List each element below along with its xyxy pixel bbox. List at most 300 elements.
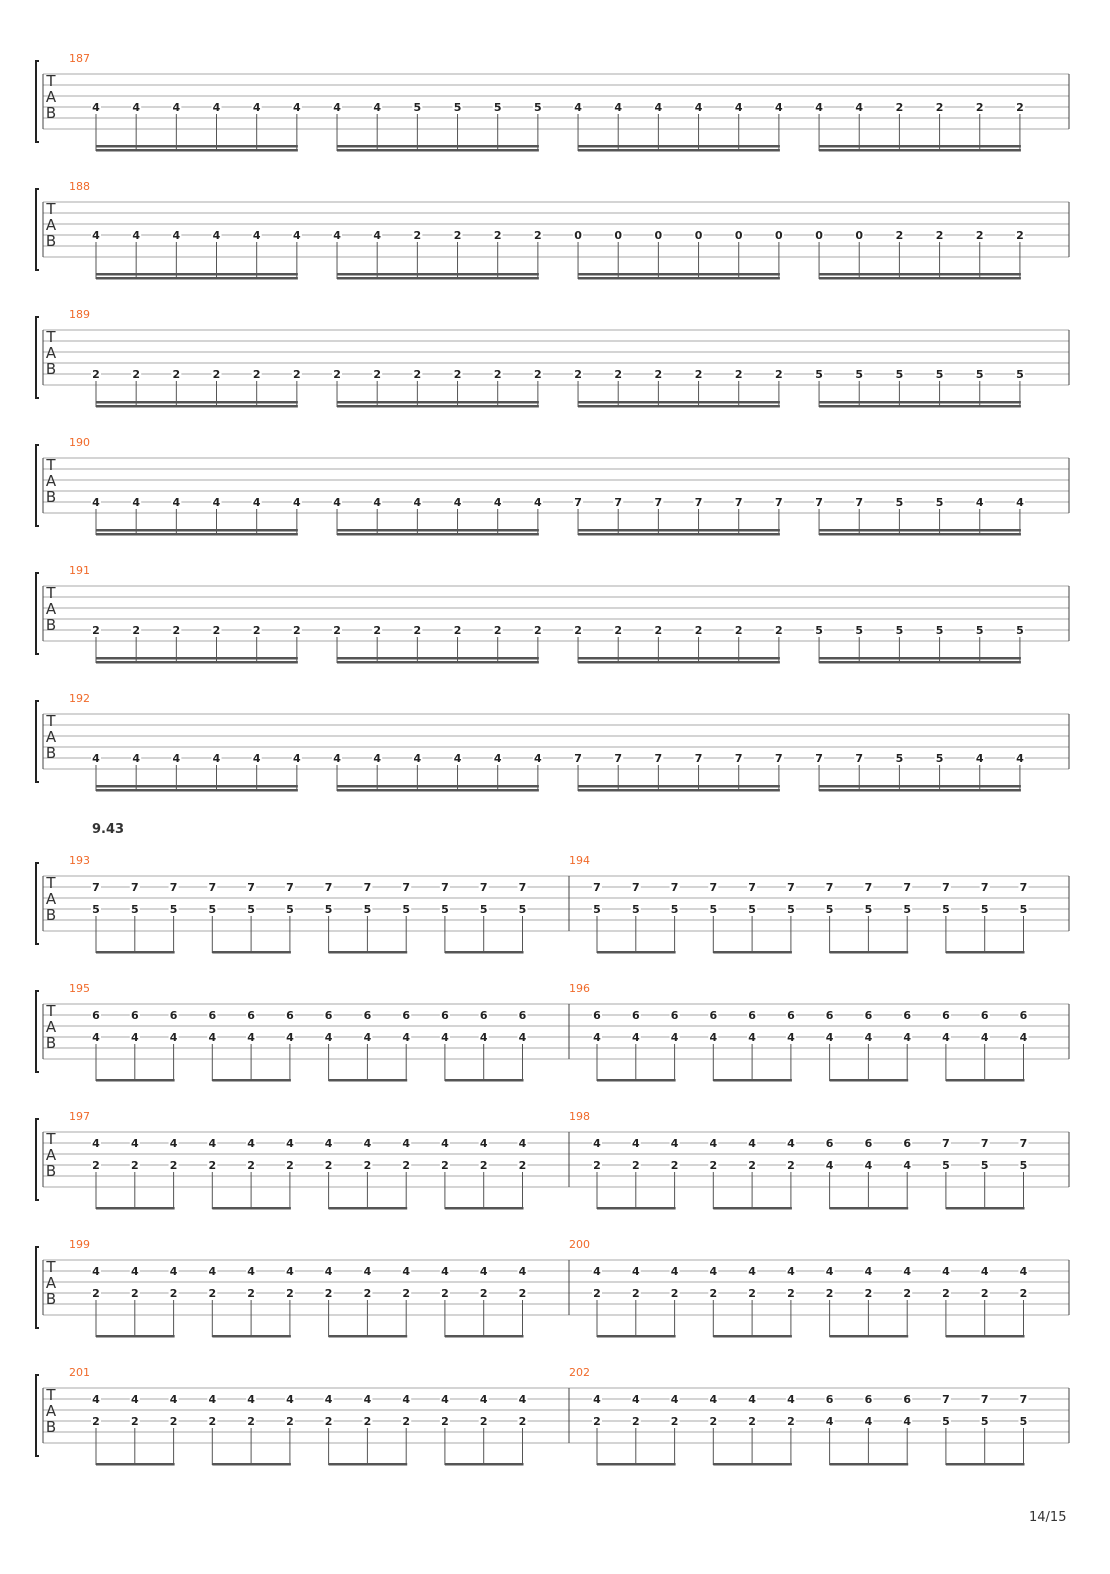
fret-number: 4 xyxy=(212,229,221,242)
fret-number: 2 xyxy=(1016,101,1024,114)
fret-number: 4 xyxy=(709,1393,718,1406)
clef-letter: B xyxy=(45,232,57,250)
fret-number: 4 xyxy=(1016,752,1024,765)
fret-number: 2 xyxy=(631,1287,640,1300)
fret-number: 4 xyxy=(593,1393,601,1406)
fret-number: 2 xyxy=(864,1287,873,1300)
beam xyxy=(329,1207,408,1210)
system-bracket xyxy=(36,445,39,526)
clef-letter: A xyxy=(45,890,57,908)
fret-number: 0 xyxy=(694,229,703,242)
fret-number: 2 xyxy=(208,1159,217,1172)
fret-number: 4 xyxy=(132,752,140,765)
fret-number: 2 xyxy=(1019,1287,1028,1300)
fret-number: 7 xyxy=(574,752,582,765)
fret-number: 2 xyxy=(748,1415,756,1428)
fret-number: 5 xyxy=(815,624,823,637)
fret-number: 6 xyxy=(942,1009,950,1022)
fret-number: 4 xyxy=(825,1159,834,1172)
fret-number: 2 xyxy=(208,1415,217,1428)
fret-number: 4 xyxy=(670,1393,679,1406)
beam xyxy=(819,277,1021,280)
fret-number: 2 xyxy=(493,368,502,381)
fret-number: 5 xyxy=(895,368,904,381)
fret-number: 4 xyxy=(92,1031,100,1044)
beam xyxy=(445,1207,524,1210)
fret-number: 2 xyxy=(169,1159,178,1172)
fret-number: 4 xyxy=(518,1137,527,1150)
fret-number: 4 xyxy=(252,752,261,765)
system-bracket xyxy=(36,991,39,1072)
fret-number: 5 xyxy=(709,903,718,916)
fret-number: 6 xyxy=(709,1009,718,1022)
beam xyxy=(337,533,539,536)
measure-number: 197 xyxy=(69,1110,90,1123)
fret-number: 4 xyxy=(864,1159,873,1172)
fret-number: 2 xyxy=(975,101,984,114)
fret-number: 2 xyxy=(748,1159,756,1172)
fret-number: 4 xyxy=(864,1031,873,1044)
fret-number: 4 xyxy=(92,1137,100,1150)
measure-number: 201 xyxy=(69,1366,90,1379)
fret-number: 4 xyxy=(709,1137,718,1150)
measure-number: 191 xyxy=(69,564,90,577)
fret-number: 6 xyxy=(169,1009,178,1022)
fret-number: 7 xyxy=(815,752,823,765)
fret-number: 4 xyxy=(247,1265,255,1278)
fret-number: 6 xyxy=(825,1137,834,1150)
fret-number: 5 xyxy=(130,903,139,916)
clef-letter: A xyxy=(45,344,57,362)
fret-number: 4 xyxy=(479,1393,488,1406)
fret-number: 7 xyxy=(694,752,703,765)
fret-number: 4 xyxy=(169,1031,178,1044)
fret-number: 7 xyxy=(980,1393,989,1406)
beam xyxy=(445,951,524,954)
fret-number: 6 xyxy=(247,1009,255,1022)
beam xyxy=(337,785,539,788)
fret-number: 2 xyxy=(402,1287,411,1300)
fret-number: 2 xyxy=(493,229,502,242)
fret-number: 5 xyxy=(286,903,294,916)
beam xyxy=(96,533,298,536)
fret-number: 4 xyxy=(169,1393,178,1406)
beam xyxy=(946,951,1025,954)
beam xyxy=(819,789,1021,792)
fret-number: 5 xyxy=(402,903,411,916)
clef-letter: T xyxy=(46,456,56,474)
fret-number: 4 xyxy=(208,1137,217,1150)
fret-number: 4 xyxy=(293,752,301,765)
fret-number: 5 xyxy=(479,903,488,916)
fret-number: 2 xyxy=(212,624,221,637)
beam xyxy=(578,785,780,788)
fret-number: 4 xyxy=(373,752,382,765)
fret-number: 2 xyxy=(518,1287,527,1300)
fret-number: 4 xyxy=(479,1265,488,1278)
beam xyxy=(96,149,298,152)
fret-number: 4 xyxy=(293,496,301,509)
fret-number: 2 xyxy=(670,1287,679,1300)
clef-letter: T xyxy=(46,874,56,892)
fret-number: 4 xyxy=(373,101,382,114)
fret-number: 7 xyxy=(130,881,139,894)
fret-number: 2 xyxy=(247,1159,255,1172)
fret-number: 2 xyxy=(172,624,181,637)
fret-number: 4 xyxy=(286,1031,294,1044)
fret-number: 4 xyxy=(363,1031,372,1044)
beam xyxy=(819,657,1021,660)
fret-number: 2 xyxy=(631,1415,640,1428)
fret-number: 2 xyxy=(333,368,341,381)
fret-number: 2 xyxy=(670,1159,679,1172)
fret-number: 4 xyxy=(825,1415,834,1428)
fret-number: 2 xyxy=(324,1159,333,1172)
fret-number: 2 xyxy=(709,1159,718,1172)
fret-number: 2 xyxy=(441,1159,449,1172)
clef-letter: A xyxy=(45,1018,57,1036)
fret-number: 4 xyxy=(373,496,382,509)
beam xyxy=(337,657,539,660)
section-marker: 9.43 xyxy=(92,822,125,837)
fret-number: 6 xyxy=(903,1009,912,1022)
system-bracket xyxy=(36,863,39,944)
clef-letter: A xyxy=(45,216,57,234)
fret-number: 6 xyxy=(518,1009,527,1022)
fret-number: 4 xyxy=(402,1031,411,1044)
beam xyxy=(578,533,780,536)
fret-number: 6 xyxy=(670,1009,679,1022)
fret-number: 2 xyxy=(92,368,100,381)
fret-number: 4 xyxy=(787,1031,795,1044)
fret-number: 4 xyxy=(208,1031,217,1044)
system-bracket xyxy=(36,1119,39,1200)
measure-number: 199 xyxy=(69,1238,90,1251)
fret-number: 4 xyxy=(247,1393,255,1406)
beam xyxy=(96,657,298,660)
fret-number: 7 xyxy=(247,881,255,894)
fret-number: 4 xyxy=(734,101,743,114)
fret-number: 4 xyxy=(402,1265,411,1278)
beam xyxy=(96,273,298,276)
fret-number: 5 xyxy=(935,624,944,637)
fret-number: 6 xyxy=(980,1009,989,1022)
fret-number: 7 xyxy=(402,881,411,894)
fret-number: 2 xyxy=(130,1287,139,1300)
fret-number: 4 xyxy=(132,101,140,114)
beam xyxy=(329,1463,408,1466)
fret-number: 2 xyxy=(942,1287,950,1300)
measure-number: 202 xyxy=(569,1366,590,1379)
fret-number: 4 xyxy=(709,1265,718,1278)
system-bracket xyxy=(36,1247,39,1328)
fret-number: 2 xyxy=(593,1415,601,1428)
fret-number: 5 xyxy=(975,624,984,637)
fret-number: 5 xyxy=(895,496,904,509)
fret-number: 6 xyxy=(441,1009,449,1022)
fret-number: 4 xyxy=(942,1031,950,1044)
fret-number: 2 xyxy=(373,368,382,381)
clef-letter: A xyxy=(45,1274,57,1292)
fret-number: 4 xyxy=(172,496,181,509)
fret-number: 0 xyxy=(815,229,823,242)
fret-number: 4 xyxy=(92,229,100,242)
fret-number: 2 xyxy=(413,624,422,637)
fret-number: 4 xyxy=(631,1393,640,1406)
beam xyxy=(597,1079,676,1082)
fret-number: 4 xyxy=(903,1415,912,1428)
fret-number: 2 xyxy=(286,1415,294,1428)
fret-number: 2 xyxy=(324,1415,333,1428)
fret-number: 4 xyxy=(92,1393,100,1406)
fret-number: 2 xyxy=(518,1159,527,1172)
fret-number: 7 xyxy=(169,881,178,894)
fret-number: 2 xyxy=(825,1287,834,1300)
fret-number: 5 xyxy=(903,903,912,916)
fret-number: 2 xyxy=(172,368,181,381)
clef-letter: B xyxy=(45,488,57,506)
fret-number: 2 xyxy=(734,624,743,637)
fret-number: 7 xyxy=(614,496,623,509)
clef-letter: T xyxy=(46,1258,56,1276)
beam xyxy=(329,1335,408,1338)
fret-number: 4 xyxy=(402,1137,411,1150)
fret-number: 2 xyxy=(441,1287,449,1300)
fret-number: 5 xyxy=(413,101,422,114)
measure-number: 188 xyxy=(69,180,90,193)
beam xyxy=(946,1463,1025,1466)
fret-number: 7 xyxy=(734,752,743,765)
fret-number: 2 xyxy=(247,1287,255,1300)
fret-number: 4 xyxy=(654,101,663,114)
fret-number: 7 xyxy=(654,496,663,509)
fret-number: 6 xyxy=(363,1009,372,1022)
beam xyxy=(96,789,298,792)
system-bracket xyxy=(36,573,39,654)
fret-number: 4 xyxy=(479,1137,488,1150)
clef-letter: A xyxy=(45,88,57,106)
beam xyxy=(578,149,780,152)
fret-number: 5 xyxy=(208,903,217,916)
fret-number: 4 xyxy=(670,1031,679,1044)
fret-number: 2 xyxy=(694,624,703,637)
fret-number: 6 xyxy=(208,1009,217,1022)
fret-number: 5 xyxy=(942,1415,950,1428)
measure-number: 200 xyxy=(569,1238,590,1251)
fret-number: 7 xyxy=(441,881,449,894)
fret-number: 2 xyxy=(694,368,703,381)
fret-number: 6 xyxy=(864,1393,873,1406)
fret-number: 2 xyxy=(441,1415,449,1428)
fret-number: 7 xyxy=(1019,1393,1028,1406)
beam xyxy=(337,149,539,152)
beam xyxy=(96,145,298,148)
clef-letter: A xyxy=(45,1146,57,1164)
fret-number: 5 xyxy=(787,903,795,916)
fret-number: 7 xyxy=(787,881,795,894)
measure-number: 195 xyxy=(69,982,90,995)
fret-number: 5 xyxy=(631,903,640,916)
fret-number: 6 xyxy=(593,1009,601,1022)
fret-number: 4 xyxy=(593,1031,601,1044)
fret-number: 2 xyxy=(402,1159,411,1172)
fret-number: 2 xyxy=(453,229,462,242)
fret-number: 4 xyxy=(787,1137,795,1150)
fret-number: 4 xyxy=(252,229,261,242)
beam xyxy=(578,789,780,792)
beam xyxy=(445,1335,524,1338)
fret-number: 4 xyxy=(132,229,140,242)
fret-number: 4 xyxy=(631,1265,640,1278)
fret-number: 5 xyxy=(975,368,984,381)
fret-number: 5 xyxy=(1019,1415,1028,1428)
measure-number: 194 xyxy=(569,854,590,867)
measure-number: 192 xyxy=(69,692,90,705)
fret-number: 6 xyxy=(286,1009,294,1022)
fret-number: 2 xyxy=(787,1415,795,1428)
fret-number: 4 xyxy=(132,496,140,509)
beam xyxy=(96,1463,175,1466)
beam xyxy=(578,145,780,148)
system-bracket xyxy=(36,61,39,142)
fret-number: 2 xyxy=(130,1415,139,1428)
fret-number: 5 xyxy=(895,752,904,765)
clef-letter: T xyxy=(46,584,56,602)
fret-number: 0 xyxy=(734,229,743,242)
fret-number: 5 xyxy=(748,903,756,916)
clef-letter: T xyxy=(46,72,56,90)
beam xyxy=(329,951,408,954)
fret-number: 4 xyxy=(333,752,341,765)
fret-number: 4 xyxy=(903,1265,912,1278)
fret-number: 4 xyxy=(212,752,221,765)
fret-number: 5 xyxy=(1019,903,1028,916)
fret-number: 4 xyxy=(413,496,422,509)
fret-number: 4 xyxy=(172,101,181,114)
fret-number: 2 xyxy=(534,229,542,242)
fret-number: 4 xyxy=(574,101,582,114)
fret-number: 5 xyxy=(1016,368,1024,381)
fret-number: 5 xyxy=(324,903,333,916)
fret-number: 4 xyxy=(252,496,261,509)
fret-number: 2 xyxy=(654,368,663,381)
fret-number: 4 xyxy=(453,496,462,509)
fret-number: 4 xyxy=(670,1137,679,1150)
fret-number: 4 xyxy=(748,1031,756,1044)
clef-letter: B xyxy=(45,1290,57,1308)
fret-number: 4 xyxy=(748,1393,756,1406)
fret-number: 4 xyxy=(333,229,341,242)
beam xyxy=(337,529,539,532)
measure-number: 187 xyxy=(69,52,90,65)
beam xyxy=(96,1207,175,1210)
fret-number: 7 xyxy=(748,881,756,894)
fret-number: 6 xyxy=(748,1009,756,1022)
fret-number: 5 xyxy=(815,368,823,381)
fret-number: 5 xyxy=(363,903,372,916)
fret-number: 6 xyxy=(825,1009,834,1022)
fret-number: 7 xyxy=(518,881,527,894)
clef-letter: T xyxy=(46,200,56,218)
fret-number: 6 xyxy=(130,1009,139,1022)
fret-number: 2 xyxy=(654,624,663,637)
fret-number: 4 xyxy=(518,1265,527,1278)
fret-number: 2 xyxy=(479,1415,488,1428)
fret-number: 6 xyxy=(324,1009,333,1022)
fret-number: 4 xyxy=(787,1393,795,1406)
fret-number: 2 xyxy=(518,1415,527,1428)
fret-number: 2 xyxy=(734,368,743,381)
fret-number: 5 xyxy=(942,903,950,916)
clef-letter: B xyxy=(45,744,57,762)
fret-number: 0 xyxy=(574,229,582,242)
measure-number: 193 xyxy=(69,854,90,867)
fret-number: 4 xyxy=(441,1265,449,1278)
fret-number: 4 xyxy=(614,101,623,114)
fret-number: 2 xyxy=(252,624,261,637)
fret-number: 4 xyxy=(864,1415,873,1428)
fret-number: 7 xyxy=(980,1137,989,1150)
fret-number: 7 xyxy=(942,1137,950,1150)
beam xyxy=(830,1207,909,1210)
fret-number: 4 xyxy=(324,1031,333,1044)
fret-number: 7 xyxy=(864,881,873,894)
fret-number: 4 xyxy=(324,1137,333,1150)
fret-number: 4 xyxy=(825,1265,834,1278)
fret-number: 4 xyxy=(670,1265,679,1278)
beam xyxy=(597,1463,676,1466)
fret-number: 5 xyxy=(493,101,502,114)
fret-number: 2 xyxy=(709,1415,718,1428)
beam xyxy=(96,661,298,664)
fret-number: 5 xyxy=(169,903,178,916)
fret-number: 4 xyxy=(172,229,181,242)
fret-number: 2 xyxy=(363,1415,372,1428)
clef-letter: B xyxy=(45,1034,57,1052)
fret-number: 7 xyxy=(631,881,640,894)
fret-number: 4 xyxy=(1016,496,1024,509)
fret-number: 2 xyxy=(92,1287,100,1300)
fret-number: 2 xyxy=(1016,229,1024,242)
fret-number: 4 xyxy=(534,752,542,765)
fret-number: 2 xyxy=(286,1159,294,1172)
beam xyxy=(96,951,175,954)
fret-number: 4 xyxy=(493,496,502,509)
beam xyxy=(830,1335,909,1338)
beam xyxy=(830,951,909,954)
fret-number: 5 xyxy=(1019,1159,1028,1172)
fret-number: 2 xyxy=(975,229,984,242)
fret-number: 4 xyxy=(92,1265,100,1278)
fret-number: 2 xyxy=(895,101,904,114)
fret-number: 2 xyxy=(169,1415,178,1428)
beam xyxy=(819,661,1021,664)
fret-number: 4 xyxy=(130,1265,139,1278)
fret-number: 0 xyxy=(614,229,623,242)
fret-number: 2 xyxy=(479,1159,488,1172)
fret-number: 4 xyxy=(92,101,100,114)
fret-number: 4 xyxy=(903,1031,912,1044)
fret-number: 5 xyxy=(453,101,462,114)
fret-number: 5 xyxy=(670,903,679,916)
fret-number: 4 xyxy=(169,1137,178,1150)
beam xyxy=(337,405,539,408)
fret-number: 4 xyxy=(441,1393,449,1406)
fret-number: 5 xyxy=(825,903,834,916)
beam xyxy=(597,1207,676,1210)
fret-number: 2 xyxy=(453,624,462,637)
fret-number: 7 xyxy=(286,881,294,894)
